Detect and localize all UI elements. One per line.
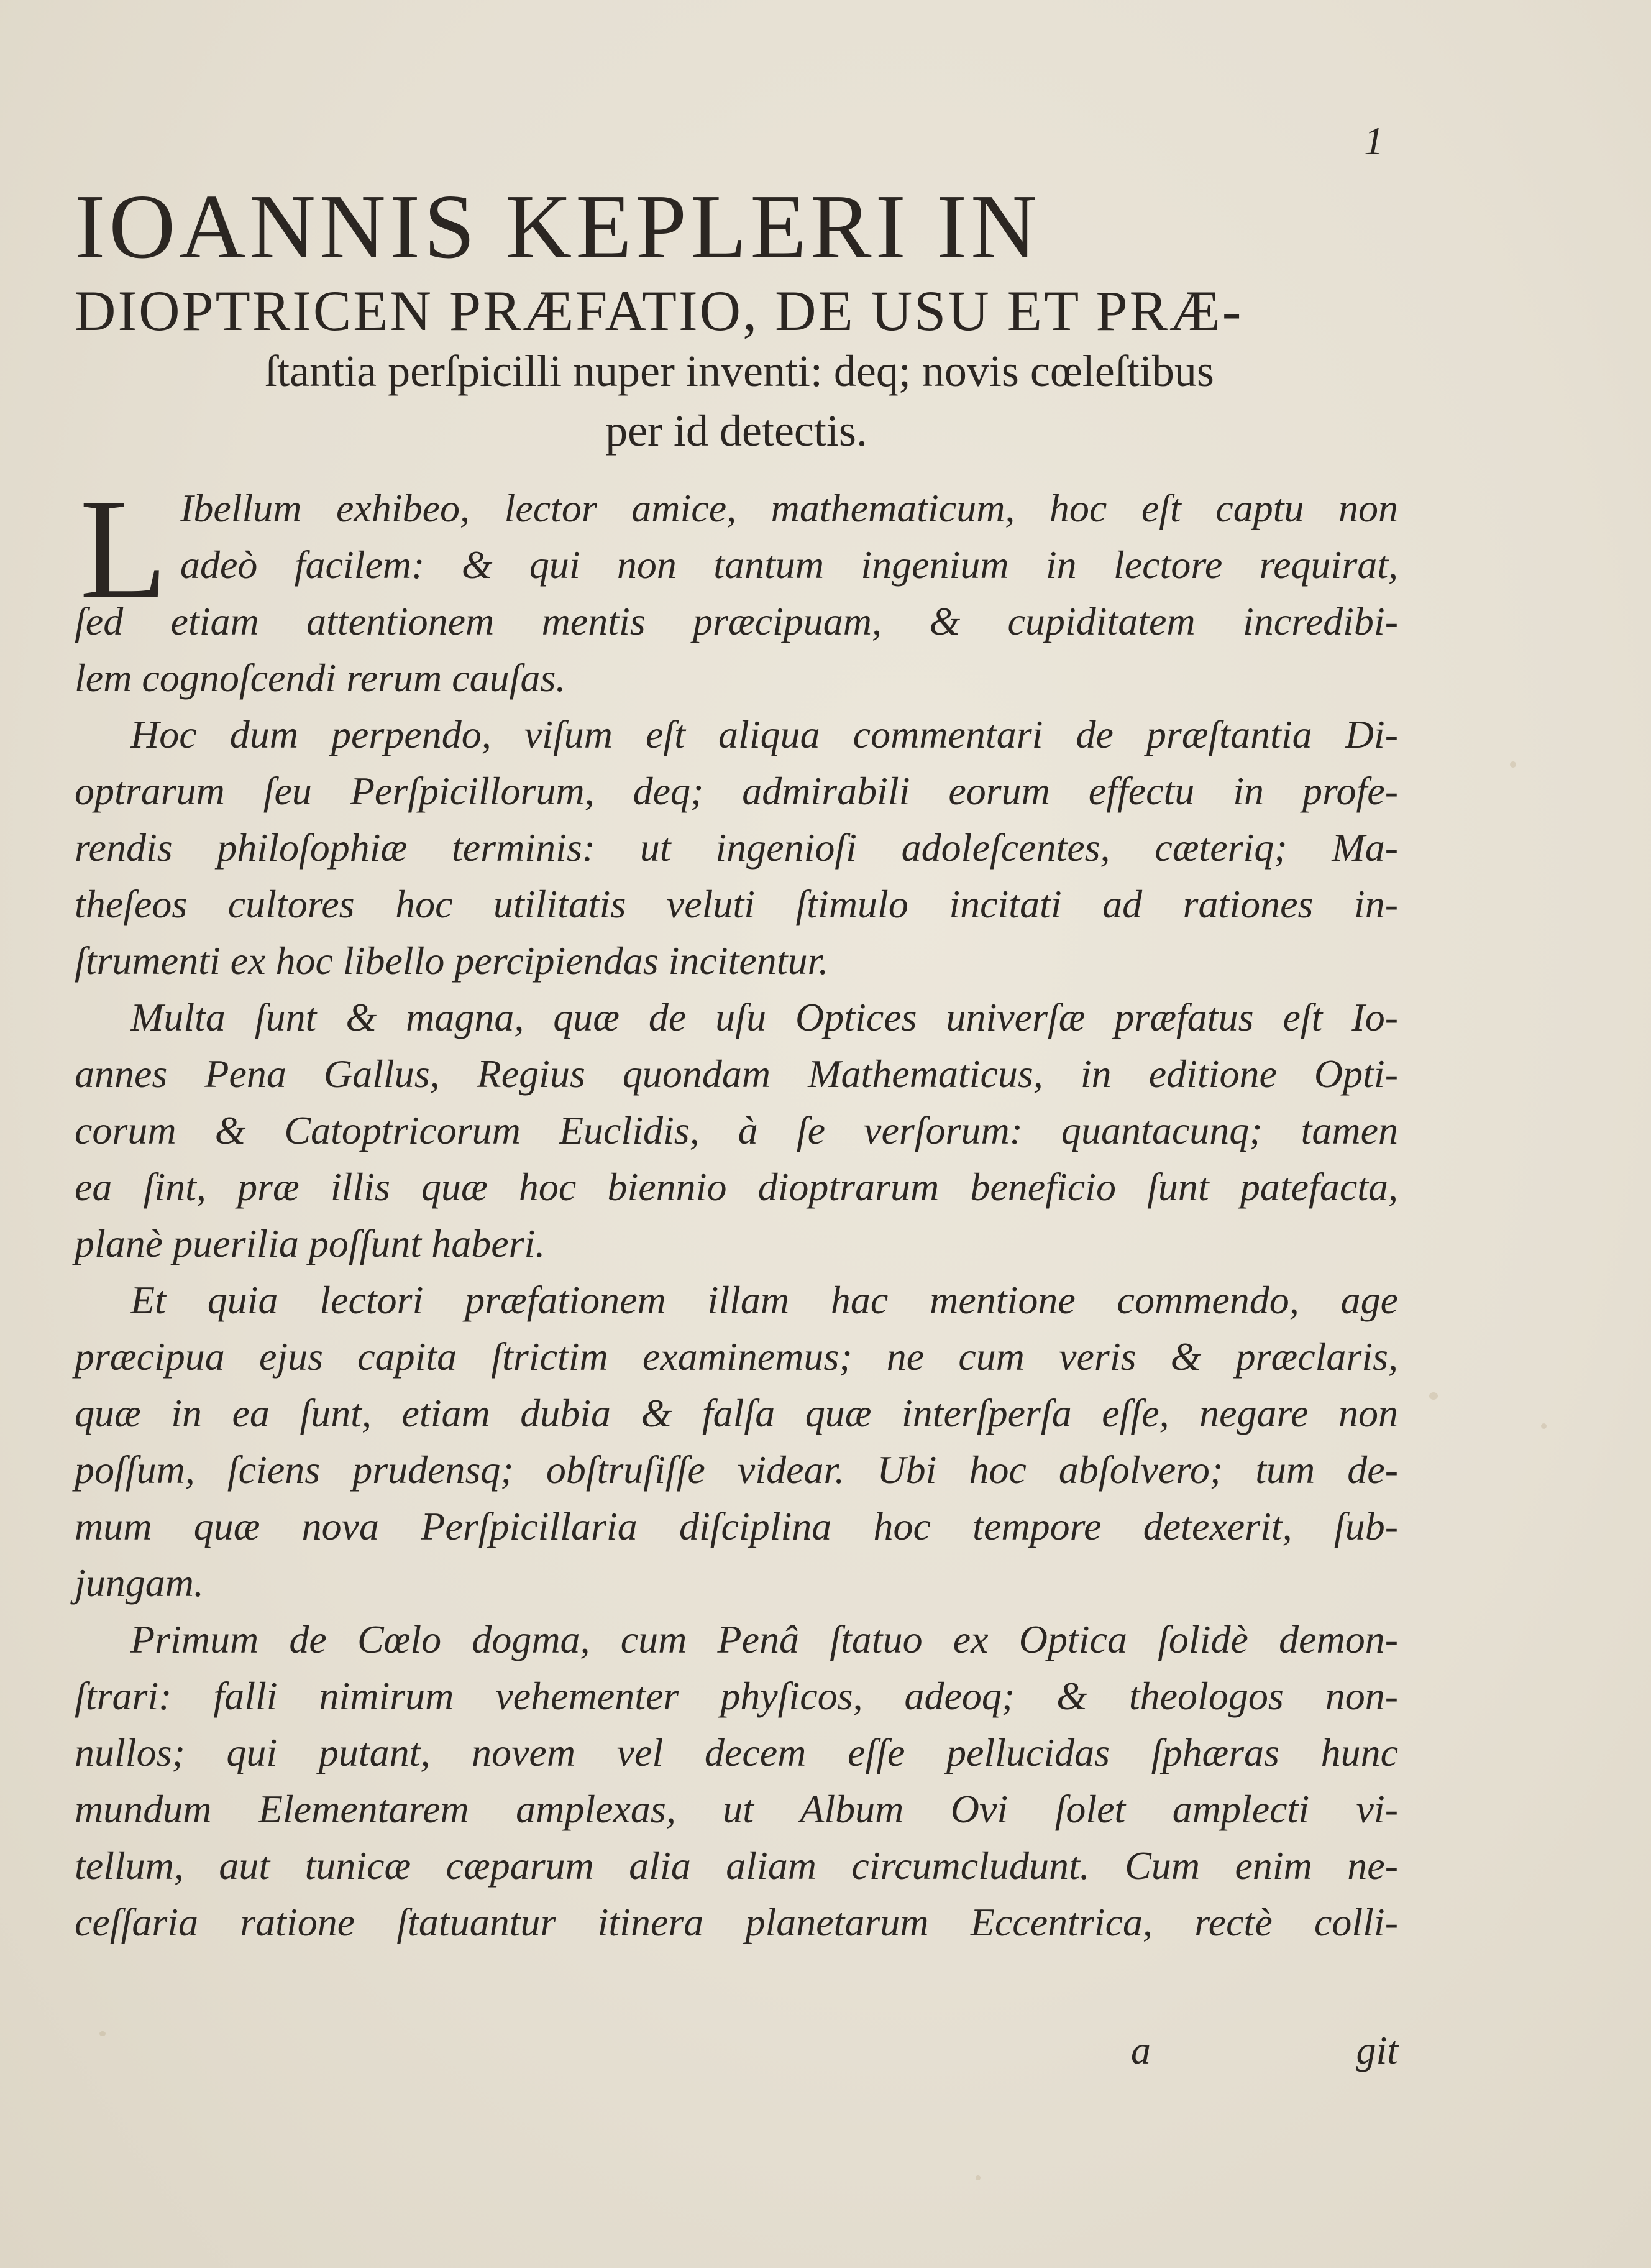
text-line: ſtrari: falli nimirum vehementer phyſicos, adeoq; & theologos non- [75,1674,1398,1718]
title-line-1: IOANNIS KEPLERI IN [75,176,1041,278]
text-line: Primum de Cœlo dogma, cum Penâ ſtatuo ex Optica ſolidè demon- [130,1617,1398,1661]
paper-spot [976,2175,981,2180]
signature-mark: a [1131,2028,1151,2072]
text-line: mum quæ nova Perſpicillaria diſciplina hoc tempore detexerit, ſub- [75,1504,1398,1548]
text-line: theſeos cultores hoc utilitatis veluti ſtimulo incitati ad rationes in- [75,882,1398,926]
title-line-3: ſtantia perſpicilli nuper inventi: deq; novis cœleſtibus [265,346,1214,396]
text-line: rendis philoſophiæ terminis: ut ingenioſi adoleſcentes, cæteriq; Ma- [75,825,1398,870]
paper-spot [1541,1423,1547,1429]
text-line: ceſſaria ratione ſtatuantur itinera planetarum Eccentrica, rectè colli- [75,1900,1398,1944]
text-line: adeò facilem: & qui non tantum ingenium in lectore requirat, [180,543,1398,587]
text-line: annes Pena Gallus, Regius quondam Mathematicus, in editione Opti- [75,1052,1398,1096]
text-line: quæ in ea ſunt, etiam dubia & falſa quæ interſperſa eſſe, negare non [75,1391,1398,1435]
text-line: ſtrumenti ex hoc libello percipiendas incitentur. [75,939,829,983]
paper-spot [1429,1392,1438,1400]
text-line: Ibellum exhibeo, lector amice, mathematicum, hoc eſt captu non [180,486,1398,530]
text-line: nullos; qui putant, novem vel decem eſſe pellucidas ſphæras hunc [75,1730,1398,1774]
text-line: Multa ſunt & magna, quæ de uſu Optices univerſæ præfatus eſt Io- [130,995,1398,1039]
paper-spot [1510,761,1516,768]
text-line: jungam. [75,1561,204,1605]
text-line: poſſum, ſciens prudensq; obſtruſiſſe videar. Ubi hoc abſolvero; tum de- [75,1448,1398,1492]
page-footer [75,2027,1398,2084]
title-line-4: per id detectis. [605,406,867,456]
text-line: ſed etiam attentionem mentis præcipuam, & cupiditatem incredibi- [75,599,1398,643]
text-line: lem cognoſcendi rerum cauſas. [75,656,566,700]
catchword: git [1356,2028,1398,2072]
text-line: præcipua ejus capita ſtrictim examinemus; ne cum veris & præclaris, [75,1334,1398,1379]
text-line: Hoc dum perpendo, viſum eſt aliqua commentari de præſtantia Di- [130,712,1398,756]
title-line-2: DIOPTRICEN PRÆFATIO, DE USU ET PRÆ- [75,279,1243,342]
text-line: planè puerilia poſſunt haberi. [75,1221,546,1265]
text-line: Et quia lectori præfationem illam hac mentione commendo, age [130,1278,1398,1322]
text-line: optrarum ſeu Perſpicillorum, deq; admirabili eorum effectu in profe- [75,769,1398,813]
text-line: corum & Catoptricorum Euclidis, à ſe verſorum: quantacunq; tamen [75,1108,1398,1152]
text-line: mundum Elementarem amplexas, ut Album Ovi ſolet amplecti vi- [75,1787,1398,1831]
drop-cap: L [80,469,168,629]
text-line: ea ſint, præ illis quæ hoc biennio dioptrarum beneficio ſunt patefacta, [75,1165,1398,1209]
page-number: 1 [1364,119,1384,163]
text-line: tellum, aut tunicæ cæparum alia aliam circumcludunt. Cum enim ne- [75,1843,1398,1888]
body-text [75,469,1398,1950]
